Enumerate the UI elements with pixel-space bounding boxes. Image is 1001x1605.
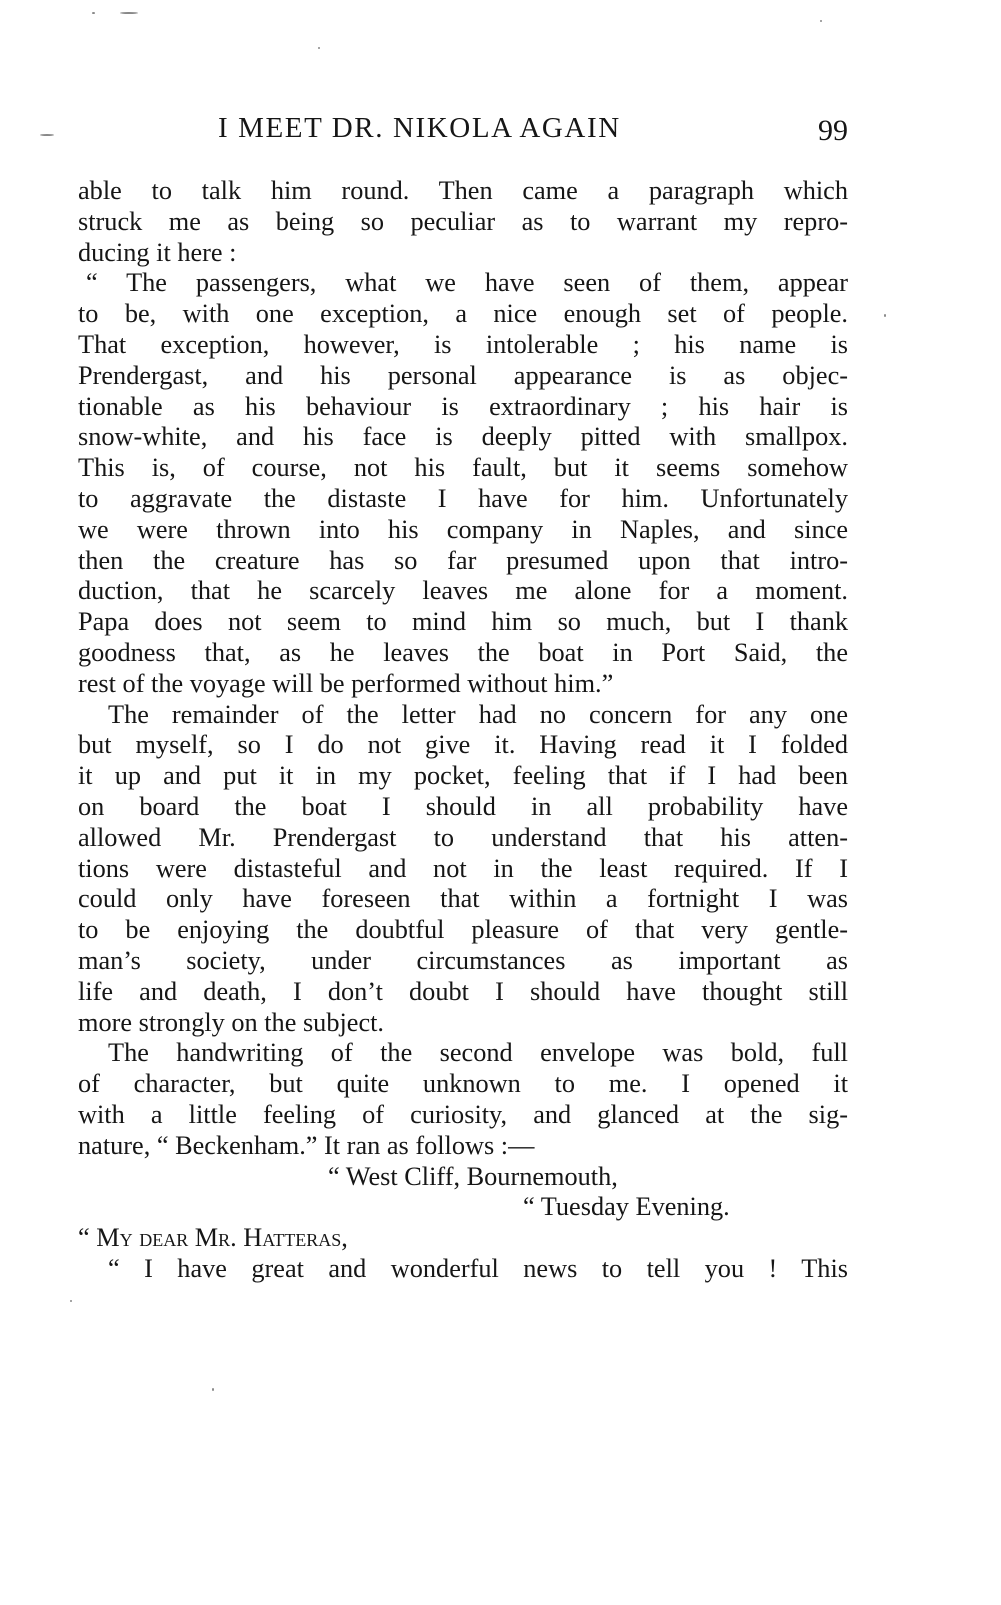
body-text bbox=[78, 176, 848, 1285]
text-line: allowed Mr. Prendergast to understand that his atten- bbox=[78, 822, 848, 852]
text-line: it up and put it in my pocket, feeling that if I had been bbox=[78, 761, 848, 791]
scan-speck bbox=[92, 12, 95, 14]
text-line: on board the boat I should in all probability have bbox=[78, 791, 848, 821]
text-line: could only have foreseen that within a fortnight I was bbox=[78, 884, 848, 914]
text-line: That exception, however, is intolerable ; his name is bbox=[78, 329, 848, 359]
scan-speck bbox=[40, 134, 54, 136]
text-line: Papa does not seem to mind him so much, but I thank bbox=[78, 607, 848, 637]
text-line: to aggravate the distaste I have for him. Unfortunately bbox=[78, 483, 848, 513]
text-line: more strongly on the subject. bbox=[78, 1007, 385, 1037]
text-line: tionable as his behaviour is extraordinary ; his hair is bbox=[78, 391, 848, 421]
scan-speck bbox=[212, 1388, 214, 1391]
text-line: “ I have great and wonderful news to tell you ! This bbox=[108, 1253, 848, 1283]
text-line: of character, but quite unknown to me. I opened it bbox=[78, 1069, 848, 1099]
text-line: but myself, so I do not give it. Having read it I folded bbox=[78, 730, 848, 760]
text-line: goodness that, as he leaves the boat in Port Said, the bbox=[78, 637, 848, 667]
page-header bbox=[78, 112, 848, 152]
text-line: nature, “ Beckenham.” It ran as follows :— bbox=[78, 1130, 535, 1160]
text-line: struck me as being so peculiar as to warrant my repro- bbox=[78, 206, 848, 236]
text-line: then the creature has so far presumed upon that intro- bbox=[78, 545, 848, 575]
scan-speck bbox=[820, 20, 822, 22]
scan-speck bbox=[120, 12, 138, 14]
text-line: This is, of course, not his fault, but it seems somehow bbox=[78, 453, 848, 483]
text-line: ducing it here : bbox=[78, 237, 237, 267]
text-line: to be, with one exception, a nice enough set of people. bbox=[78, 299, 848, 329]
text-line: rest of the voyage will be performed without him.” bbox=[78, 668, 614, 698]
text-line: duction, that he scarcely leaves me alone for a moment. bbox=[78, 576, 848, 606]
text-line: The handwriting of the second envelope was bold, full bbox=[108, 1038, 848, 1068]
text-line: snow-white, and his face is deeply pitted with smallpox. bbox=[78, 422, 848, 452]
letter-address: “ West Cliff, Bournemouth, bbox=[328, 1161, 618, 1191]
text-line: Prendergast, and his personal appearance is as objec- bbox=[78, 360, 848, 390]
text-line: “ The passengers, what we have seen of them, appear bbox=[86, 268, 848, 298]
letter-date: “ Tuesday Evening. bbox=[523, 1192, 730, 1222]
text-line: man’s society, under circumstances as important as bbox=[78, 945, 848, 975]
running-title: I MEET DR. NIKOLA AGAIN bbox=[218, 112, 621, 144]
scan-speck bbox=[884, 314, 886, 317]
text-line: with a little feeling of curiosity, and glanced at the sig- bbox=[78, 1099, 848, 1129]
text-line: to be enjoying the doubtful pleasure of that very gentle- bbox=[78, 915, 848, 945]
text-line: we were thrown into his company in Naples, and since bbox=[78, 514, 848, 544]
scan-speck bbox=[318, 47, 320, 49]
text-line: The remainder of the letter had no concern for any one bbox=[108, 699, 848, 729]
text-line: able to talk him round. Then came a paragraph which bbox=[78, 176, 848, 205]
text-line: tions were distasteful and not in the least required. If I bbox=[78, 853, 848, 883]
text-line: life and death, I don’t doubt I should have thought still bbox=[78, 976, 848, 1006]
page-number: 99 bbox=[818, 114, 848, 147]
letter-salutation: “ My dear Mr. Hatteras, bbox=[78, 1223, 348, 1253]
scan-speck bbox=[70, 1300, 72, 1302]
